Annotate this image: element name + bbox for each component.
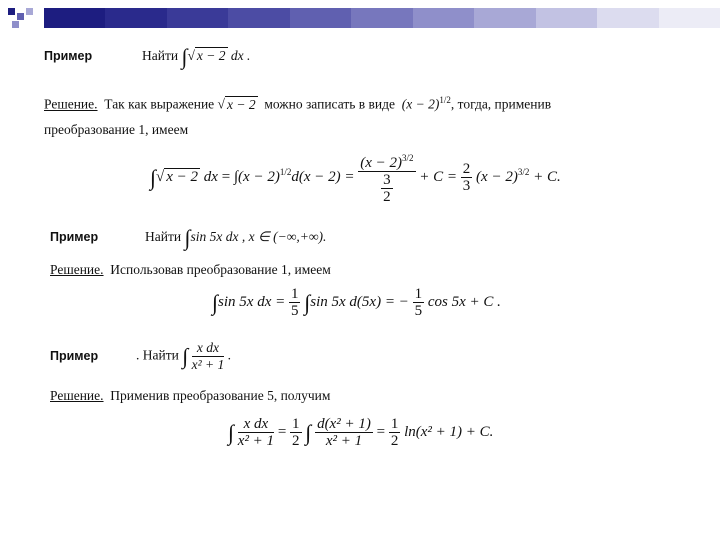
denominator: 2 — [383, 189, 391, 205]
denominator: x² + 1 — [325, 433, 363, 449]
denominator: 5 — [290, 303, 299, 319]
formula-part: sin 5x d(5x) = − — [310, 293, 409, 310]
example-1-solution-line2: преобразование 1, имеем — [44, 122, 189, 137]
denominator: 2 — [292, 433, 300, 449]
formula-part: (x − 2) — [476, 168, 518, 185]
header-stripe — [167, 8, 228, 28]
integral-sign: ∫ — [181, 44, 188, 69]
numerator: 1 — [390, 416, 399, 432]
numerator: x dx — [238, 416, 274, 433]
example-3-label: Пример — [50, 349, 99, 363]
power-exp: 1/2 — [279, 166, 292, 177]
constant: + C. — [533, 168, 561, 185]
example-1-solution: Решение. Так как выражение √ x − 2 можно записать в виде $(x - 2)^{1/2}$, тогда, применив — [44, 95, 552, 112]
solution-label: Решение. — [50, 388, 104, 403]
constant: + C = — [419, 168, 458, 185]
solution-text: можно записать в виде — [264, 96, 395, 112]
coefficient — [461, 161, 473, 194]
corner-square — [17, 13, 24, 20]
header-stripe — [290, 8, 351, 28]
task-word: . Найти — [136, 347, 179, 363]
period: . — [227, 347, 232, 363]
header-stripe — [351, 8, 412, 28]
radicand: x − 2 — [196, 48, 226, 63]
header-gradient-bar — [44, 8, 720, 28]
numerator: 1 — [292, 416, 300, 432]
solution-text: Использовав преобразование 1, имеем — [110, 262, 331, 277]
example-3-solution — [50, 388, 330, 404]
equals: = — [376, 423, 386, 440]
formula-part: ln(x² + 1) + C. — [404, 423, 494, 440]
numerator: 3 — [383, 172, 391, 188]
example-2-task: Найти ∫sin 5x dx , x ∈ (−∞,+∞). — [145, 225, 327, 250]
header-stripe — [536, 8, 597, 28]
numerator: 2 — [462, 161, 471, 177]
numerator: (x − 2) — [360, 155, 403, 171]
header-stripe — [597, 8, 658, 28]
corner-square — [8, 8, 15, 15]
differential: dx . — [230, 48, 251, 63]
radicand: x − 2 — [166, 168, 199, 185]
denominator: x² + 1 — [191, 357, 225, 372]
example-1-label: Пример — [44, 49, 93, 63]
power-base: (x − 2) — [401, 96, 440, 112]
fraction — [358, 150, 415, 205]
header-stripe — [474, 8, 535, 28]
differential: dx — [203, 168, 218, 185]
equals: = — [221, 168, 231, 185]
solution-label: Решение. — [44, 96, 98, 112]
power-exp: 3/2 — [402, 153, 414, 163]
solution-label: Решение. — [50, 262, 104, 277]
radicand: x − 2 — [226, 96, 256, 112]
denominator: 5 — [414, 303, 423, 319]
denominator: 3 — [462, 178, 471, 194]
example-2-formula: ∫sin 5x dx = $\frac{1}{5}$ ∫sin 5x d(5x) = − $\frac{1}{5}$ cos 5x + C . — [212, 286, 501, 319]
task-word: Найти — [145, 229, 182, 244]
equals: = — [277, 423, 287, 440]
solution-text: , тогда, применив — [450, 96, 552, 112]
numerator: 1 — [414, 286, 423, 302]
denominator: x² + 1 — [237, 433, 275, 449]
solution-text: Применив преобразование 5, получим — [110, 388, 331, 403]
corner-square — [12, 21, 19, 28]
formula-part: ∫(x − 2) — [233, 168, 280, 185]
denominator: 2 — [390, 433, 399, 449]
example-3-formula: ∫ $\frac{\text{x dx}}{\text{x² + 1}}$ = $\frac{1}{2}$ ∫ $\frac{\text{d(x² + 1)}}{\text{x² + 1}}$ = $\frac{1}{2}$ ln(x² + 1) + C. — [228, 416, 494, 449]
header-stripe — [659, 8, 720, 28]
example-1-task: Найти ∫√ x − 2 dx . — [142, 44, 251, 69]
header-stripe — [413, 8, 474, 28]
power-exp: 3/2 — [517, 166, 530, 177]
numerator: x dx — [192, 340, 225, 357]
example-3-task: . Найти ∫ $\frac{\text{x dx}}{\text{x² + 1}}$ . — [136, 340, 232, 372]
numerator: d(x² + 1) — [317, 416, 371, 432]
header-stripe — [44, 8, 105, 28]
header-stripe — [105, 8, 166, 28]
corner-square — [26, 8, 33, 15]
example-2-solution — [50, 262, 331, 278]
solution-text: Так как выражение — [104, 96, 215, 112]
example-2-label: Пример — [50, 230, 99, 244]
example-1-formula: ∫√ x − 2 dx = $\int(x - 2)^{1/2}d(x - 2)$ = $\frac{(x - 2)^{3/2}}{\frac{3}{2}}$ + C = $\frac{2}{3}$ $(x - 2)^{3/2} + C$. — [150, 150, 561, 205]
expression: sin 5x dx , x ∈ (−∞,+∞). — [190, 229, 327, 244]
formula-part: cos 5x + C . — [427, 293, 501, 310]
header-stripe — [228, 8, 289, 28]
power-exp: 1/2 — [439, 95, 451, 105]
task-word: Найти — [142, 48, 179, 63]
formula-part: d(x − 2) = — [291, 168, 355, 185]
numerator: 1 — [290, 286, 299, 302]
formula-part: sin 5x dx = — [218, 293, 286, 310]
